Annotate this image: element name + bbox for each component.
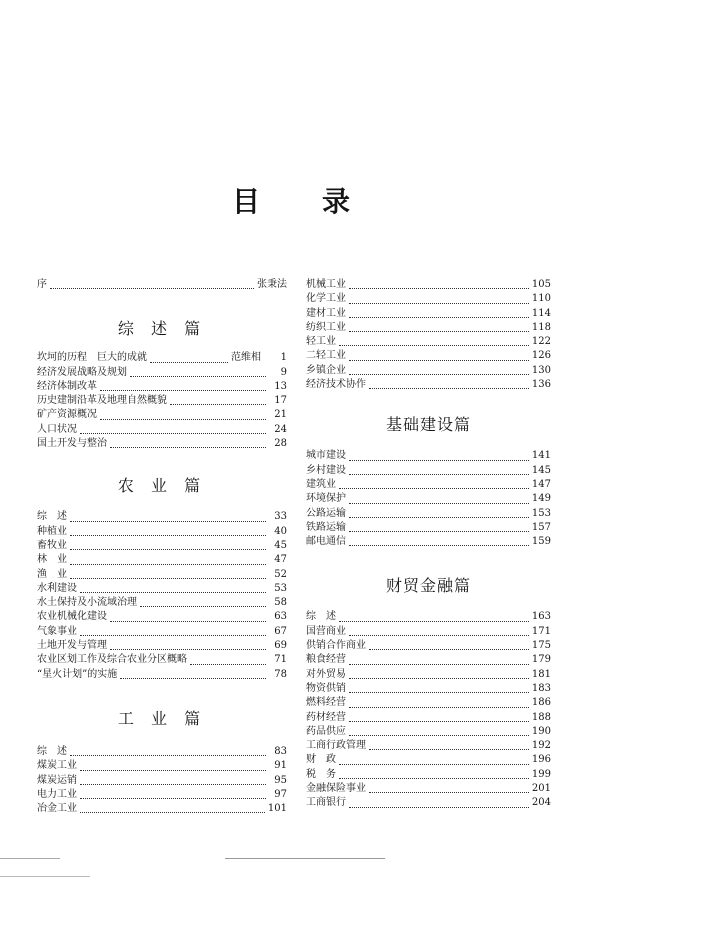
entry-page: 33: [274, 511, 287, 523]
entry-page: 171: [531, 625, 551, 637]
toc-entry[interactable]: [306, 753, 551, 767]
dot-leader: [349, 663, 529, 665]
dot-leader: [70, 520, 266, 522]
toc-entry[interactable]: [37, 788, 287, 802]
entry-page: 145: [531, 464, 551, 476]
entry-title: 农业机械化建设: [37, 611, 107, 623]
toc-entry[interactable]: [306, 639, 551, 653]
dot-leader: [140, 605, 266, 607]
dot-leader: [349, 677, 529, 679]
entry-page: 136: [531, 379, 551, 391]
entry-page: 45: [274, 539, 287, 551]
section-finance-trade-entries: [306, 610, 551, 810]
dot-leader: [120, 677, 266, 679]
toc-entry[interactable]: [306, 768, 551, 782]
entry-page: 101: [267, 803, 287, 815]
entry-title: 乡镇企业: [306, 364, 346, 376]
entry-author: 张秉法: [257, 279, 287, 290]
entry-page: 130: [531, 364, 551, 376]
entry-page: 183: [531, 682, 551, 694]
toc-entry[interactable]: [37, 653, 287, 667]
toc-entry[interactable]: [306, 653, 551, 667]
entry-title: 公路运输: [306, 507, 346, 519]
toc-entry-preface[interactable]: [37, 278, 287, 292]
entry-page: 159: [531, 536, 551, 548]
entry-title: 轻工业: [306, 336, 336, 348]
section-heading-finance-trade: 财贸金融篇: [385, 576, 471, 596]
entry-page: 78: [274, 668, 287, 680]
dot-leader: [349, 806, 529, 808]
entry-title: 粮食经营: [306, 654, 346, 666]
toc-entry[interactable]: [306, 696, 551, 710]
toc-entry[interactable]: [37, 668, 287, 682]
entry-author: 范维相: [231, 352, 261, 364]
dot-leader: [349, 530, 529, 532]
entry-page: 28: [274, 438, 287, 450]
entry-title: 经济体制改革: [37, 380, 97, 392]
entry-title: 二轻工业: [306, 350, 346, 362]
scan-artifact-line: [225, 858, 385, 859]
dot-leader: [339, 777, 529, 779]
dot-leader: [70, 577, 266, 579]
entry-title: 坎坷的历程 巨大的成就: [37, 352, 147, 364]
toc-entry[interactable]: [37, 408, 287, 422]
entry-page: 126: [531, 350, 551, 362]
dot-leader: [349, 706, 529, 708]
dot-leader: [80, 769, 266, 771]
dot-leader: [369, 748, 529, 750]
toc-entry[interactable]: [37, 596, 287, 610]
entry-title: 人口状况: [37, 423, 77, 435]
dot-leader: [349, 720, 529, 722]
toc-entry[interactable]: [306, 682, 551, 696]
entry-page: 97: [274, 788, 287, 800]
toc-entry[interactable]: [37, 639, 287, 653]
dot-leader: [349, 287, 529, 289]
entry-page: 181: [531, 668, 551, 680]
dot-leader: [349, 634, 529, 636]
entry-page: 196: [531, 754, 551, 766]
toc-entry[interactable]: [306, 796, 551, 810]
toc-entry[interactable]: [37, 351, 287, 365]
entry-title: 气象事业: [37, 625, 77, 637]
entry-page: 118: [531, 321, 551, 333]
toc-entry[interactable]: [306, 625, 551, 639]
dot-leader: [349, 316, 529, 318]
entry-title: 种植业: [37, 525, 67, 537]
entry-page: 9: [280, 366, 287, 378]
dot-leader: [110, 648, 266, 650]
entry-title: 土地开发与管理: [37, 640, 107, 652]
entry-page: 83: [274, 745, 287, 757]
entry-title: 建材工业: [306, 307, 346, 319]
section-heading-agriculture: 农 业 篇: [117, 476, 207, 496]
dot-leader: [190, 663, 266, 665]
dot-leader: [70, 563, 266, 565]
entry-title: 经济技术协作: [306, 379, 366, 391]
entry-page: 122: [531, 336, 551, 348]
section-agriculture-entries: [37, 510, 287, 682]
entry-page: 163: [531, 611, 551, 623]
entry-title: 纺织工业: [306, 321, 346, 333]
entry-title: 水利建设: [37, 582, 77, 594]
toc-entry[interactable]: [37, 380, 287, 394]
entry-title: 对外贸易: [306, 668, 346, 680]
toc-entry[interactable]: [37, 759, 287, 773]
toc-entry[interactable]: [306, 449, 551, 463]
dot-leader: [80, 432, 266, 434]
toc-entry[interactable]: [37, 394, 287, 408]
entry-page: 141: [531, 450, 551, 462]
entry-page: 199: [531, 768, 551, 780]
toc-entry[interactable]: [306, 535, 551, 549]
entry-title: 综 述: [37, 745, 67, 757]
toc-entry[interactable]: [37, 525, 287, 539]
entry-title: 国土开发与整治: [37, 438, 107, 450]
title-char-1: 目: [232, 185, 261, 218]
toc-entry[interactable]: [306, 378, 551, 392]
entry-title: 税 务: [306, 768, 336, 780]
entry-page: 1: [280, 352, 287, 364]
toc-entry[interactable]: [37, 582, 287, 596]
toc-entry[interactable]: [306, 668, 551, 682]
entry-page: 63: [274, 611, 287, 623]
entry-page: 95: [274, 774, 287, 786]
entry-page: 53: [274, 582, 287, 594]
toc-entry[interactable]: [37, 510, 287, 524]
entry-page: 71: [274, 654, 287, 666]
dot-leader: [80, 783, 266, 785]
toc-right-column: [306, 278, 551, 811]
entry-page: 157: [531, 521, 551, 533]
entry-title: 机械工业: [306, 279, 346, 290]
entry-title: 煤炭工业: [37, 760, 77, 772]
toc-entry[interactable]: [37, 568, 287, 582]
entry-title: 财 政: [306, 754, 336, 766]
dot-leader: [70, 534, 266, 536]
toc-entry[interactable]: [37, 553, 287, 567]
toc-entry[interactable]: [306, 492, 551, 506]
entry-page: 13: [274, 380, 287, 392]
entry-page: 175: [531, 640, 551, 652]
toc-entry[interactable]: [306, 725, 551, 739]
entry-title: 药材经营: [306, 711, 346, 723]
dot-leader: [50, 287, 254, 289]
entry-page: 186: [531, 697, 551, 709]
toc-entry[interactable]: [37, 802, 287, 816]
entry-title: 序: [37, 279, 47, 290]
entry-title: 农业区划工作及综合农业分区概略: [37, 654, 187, 666]
toc-entry[interactable]: [306, 335, 551, 349]
toc-entry[interactable]: [306, 278, 551, 292]
entry-title: 经济发展战略及规划: [37, 366, 127, 378]
dot-leader: [349, 502, 529, 504]
title-char-2: 录: [322, 185, 351, 218]
toc-entry[interactable]: [306, 307, 551, 321]
entry-title: 药品供应: [306, 725, 346, 737]
entry-page: 58: [274, 597, 287, 609]
entry-page: 149: [531, 493, 551, 505]
dot-leader: [349, 473, 529, 475]
dot-leader: [349, 373, 529, 375]
toc-entry[interactable]: [306, 610, 551, 624]
dot-leader: [130, 375, 266, 377]
entry-title: 国营商业: [306, 625, 346, 637]
dot-leader: [80, 811, 265, 813]
entry-title: 历史建制沿革及地理自然概貌: [37, 395, 167, 407]
toc-entry[interactable]: [37, 610, 287, 624]
toc-entry[interactable]: [306, 739, 551, 753]
dot-leader: [349, 359, 529, 361]
entry-page: 17: [274, 395, 287, 407]
toc-entry[interactable]: [306, 711, 551, 725]
entry-title: 燃料经营: [306, 697, 346, 709]
entry-page: 52: [274, 568, 287, 580]
toc-entry[interactable]: [306, 521, 551, 535]
section-heading-industry: 工 业 篇: [117, 708, 207, 728]
entry-page: 192: [531, 740, 551, 752]
entry-title: 水土保持及小流域治理: [37, 597, 137, 609]
toc-entry[interactable]: [37, 745, 287, 759]
entry-page: 91: [274, 760, 287, 772]
entry-title: 冶金工业: [37, 803, 77, 815]
dot-leader: [80, 634, 266, 636]
dot-leader: [369, 648, 529, 650]
dot-leader: [349, 302, 529, 304]
dot-leader: [339, 487, 529, 489]
dot-leader: [80, 591, 266, 593]
entry-title: 乡村建设: [306, 464, 346, 476]
entry-page: 105: [531, 279, 551, 290]
toc-left-column: [37, 278, 287, 816]
section-overview-entries: [37, 351, 287, 451]
section-heading-infrastructure: 基础建设篇: [385, 415, 471, 435]
dot-leader: [170, 403, 266, 405]
toc-entry[interactable]: [306, 321, 551, 335]
toc-entry[interactable]: [37, 437, 287, 451]
entry-page: 190: [531, 725, 551, 737]
toc-entry[interactable]: [306, 349, 551, 363]
entry-page: 114: [531, 307, 551, 319]
dot-leader: [349, 516, 529, 518]
dot-leader: [339, 620, 529, 622]
entry-page: 21: [274, 409, 287, 421]
entry-title: 工商行政管理: [306, 740, 366, 752]
dot-leader: [369, 791, 529, 793]
entry-title: 畜牧业: [37, 539, 67, 551]
entry-page: 201: [531, 783, 551, 795]
dot-leader: [100, 418, 266, 420]
entry-title: 金融保险事业: [306, 783, 366, 795]
dot-leader: [349, 544, 529, 546]
entry-page: 110: [531, 293, 551, 305]
entry-title: 城市建设: [306, 450, 346, 462]
dot-leader: [70, 548, 266, 550]
entry-title: 电力工业: [37, 788, 77, 800]
entry-page: 204: [531, 797, 551, 809]
entry-page: 40: [274, 525, 287, 537]
toc-entry[interactable]: [37, 539, 287, 553]
dot-leader: [349, 734, 529, 736]
dot-leader: [349, 459, 529, 461]
entry-page: 179: [531, 654, 551, 666]
toc-entry[interactable]: [37, 423, 287, 437]
entry-page: 24: [274, 423, 287, 435]
entry-title: 铁路运输: [306, 521, 346, 533]
entry-page: 147: [531, 478, 551, 490]
dot-leader: [70, 754, 266, 756]
dot-leader: [100, 389, 266, 391]
entry-title: 林 业: [37, 554, 67, 566]
entry-title: 综 述: [37, 511, 67, 523]
section-industry-continued-entries: [306, 278, 551, 392]
section-industry-entries: [37, 745, 287, 816]
entry-title: 供销合作商业: [306, 640, 366, 652]
toc-entry[interactable]: [306, 292, 551, 306]
toc-entry[interactable]: [306, 478, 551, 492]
section-infrastructure-entries: [306, 449, 551, 549]
dot-leader: [80, 797, 266, 799]
scan-artifact-line: [0, 858, 60, 859]
toc-entry[interactable]: [306, 782, 551, 796]
entry-title: 渔 业: [37, 568, 67, 580]
entry-page: 69: [274, 640, 287, 652]
section-heading-overview: 综 述 篇: [117, 319, 207, 339]
entry-page: 188: [531, 711, 551, 723]
dot-leader: [349, 330, 529, 332]
toc-entry[interactable]: [306, 464, 551, 478]
entry-title: 邮电通信: [306, 536, 346, 548]
dot-leader: [339, 763, 529, 765]
entry-title: 综 述: [306, 611, 336, 623]
toc-entry[interactable]: [37, 366, 287, 380]
entry-title: 化学工业: [306, 293, 346, 305]
toc-entry[interactable]: [306, 507, 551, 521]
toc-entry[interactable]: [306, 364, 551, 378]
entry-title: 环境保护: [306, 493, 346, 505]
entry-title: 建筑业: [306, 478, 336, 490]
entry-title: 煤炭运销: [37, 774, 77, 786]
entry-page: 153: [531, 507, 551, 519]
dot-leader: [349, 691, 529, 693]
entry-page: 47: [274, 554, 287, 566]
dot-leader: [369, 387, 529, 389]
entry-title: 工商银行: [306, 797, 346, 809]
entry-title: 矿产资源概况: [37, 409, 97, 421]
dot-leader: [110, 446, 266, 448]
entry-title: 物资供销: [306, 682, 346, 694]
dot-leader: [110, 620, 266, 622]
toc-entry[interactable]: [37, 774, 287, 788]
toc-entry[interactable]: [37, 625, 287, 639]
entry-page: 67: [274, 625, 287, 637]
dot-leader: [339, 344, 529, 346]
entry-title: “星火计划”的实施: [37, 668, 118, 680]
dot-leader: [150, 361, 228, 363]
scan-artifact-line: [0, 876, 90, 877]
